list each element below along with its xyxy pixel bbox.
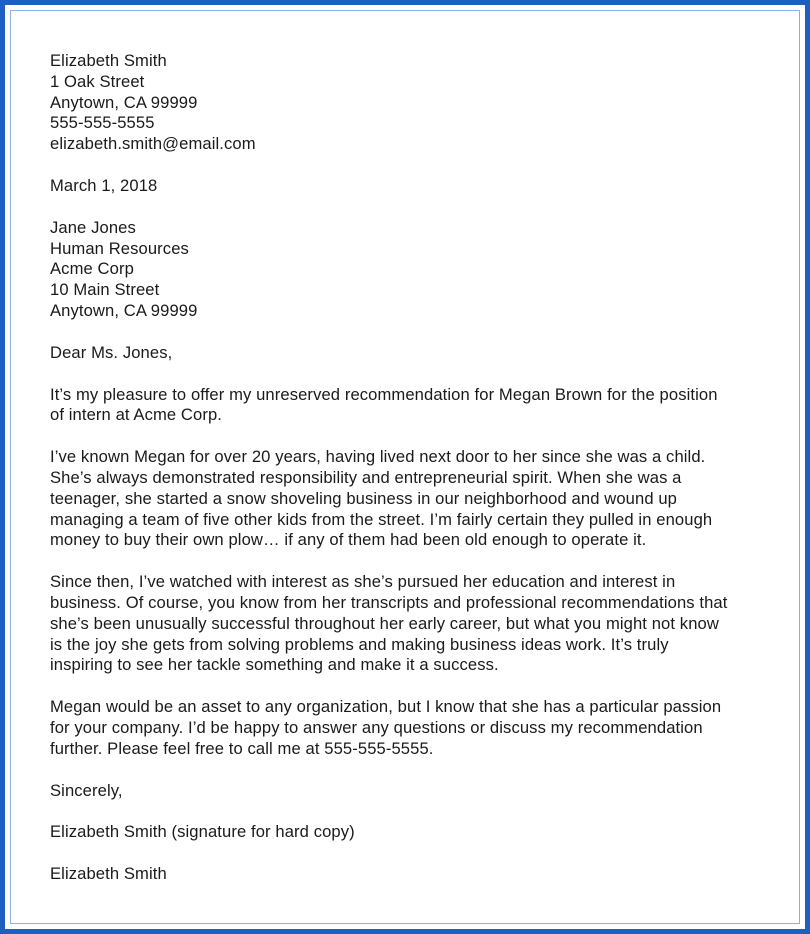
- sender-city: Anytown, CA 99999: [50, 92, 198, 112]
- paragraph-line: money to buy their own plow… if any of them had been old enough to operate it.: [50, 530, 647, 550]
- recipient-department: Human Resources: [50, 238, 189, 258]
- paragraph-line: for your company. I’d be happy to answer any questions or discuss my recommendation: [50, 717, 703, 737]
- paragraph-line: It’s my pleasure to offer my unreserved recommendation for Megan Brown for the position: [50, 384, 718, 404]
- paragraph-line: teenager, she started a snow shoveling business in our neighborhood and wound up: [50, 488, 678, 508]
- paragraph-line: Since then, I’ve watched with interest as she’s pursued her education and interest in: [50, 572, 676, 592]
- paragraph-line: is the joy she gets from solving problems and making business ideas work. It’s truly: [50, 634, 669, 654]
- signature-line: Elizabeth Smith (signature for hard copy): [50, 822, 355, 842]
- paragraph-line: I’ve known Megan for over 20 years, having lived next door to her since she was a child.: [50, 447, 706, 467]
- body-paragraph-4: [50, 697, 780, 759]
- recipient-street: 10 Main Street: [50, 280, 160, 300]
- paragraph-line: managing a team of five other kids from the street. I’m fairly certain they pulled in enough: [50, 509, 713, 529]
- recipient-name: Jane Jones: [50, 217, 136, 237]
- sender-name: Elizabeth Smith: [50, 51, 167, 70]
- closing: Sincerely,: [50, 780, 123, 800]
- paragraph-line: inspiring to see her tackle something and make it a success.: [50, 655, 499, 675]
- typed-name: Elizabeth Smith: [50, 864, 167, 884]
- sender-street: 1 Oak Street: [50, 71, 145, 91]
- sender-email: elizabeth.smith@email.com: [50, 134, 256, 154]
- recipient-address-block: [50, 218, 780, 322]
- recipient-company: Acme Corp: [50, 259, 134, 279]
- paragraph-line: further. Please feel free to call me at 555-555-5555.: [50, 738, 434, 758]
- body-paragraph-2: [50, 447, 780, 551]
- paragraph-line: Megan would be an asset to any organization, but I know that she has a particular passion: [50, 697, 722, 717]
- letter-date-block: [50, 176, 780, 197]
- salutation-block: [50, 343, 780, 364]
- recommendation-letter: [50, 51, 780, 906]
- signature-block: [50, 822, 780, 843]
- paragraph-line: of intern at Acme Corp.: [50, 405, 223, 425]
- sender-address-block: [50, 51, 780, 155]
- typed-name-block: [50, 864, 780, 885]
- recipient-city: Anytown, CA 99999: [50, 300, 198, 320]
- letter-date: March 1, 2018: [50, 175, 158, 195]
- closing-block: [50, 781, 780, 802]
- paragraph-line: she’s been unusually successful throughout her early career, but what you might not know: [50, 613, 719, 633]
- salutation: Dear Ms. Jones,: [50, 342, 173, 362]
- body-paragraph-3: [50, 572, 780, 676]
- body-paragraph-1: [50, 385, 780, 427]
- paragraph-line: business. Of course, you know from her transcripts and professional recommendations that: [50, 592, 728, 612]
- sender-phone: 555-555-5555: [50, 113, 155, 133]
- paragraph-line: She’s always demonstrated responsibility and entrepreneurial spirit. When she was a: [50, 467, 682, 487]
